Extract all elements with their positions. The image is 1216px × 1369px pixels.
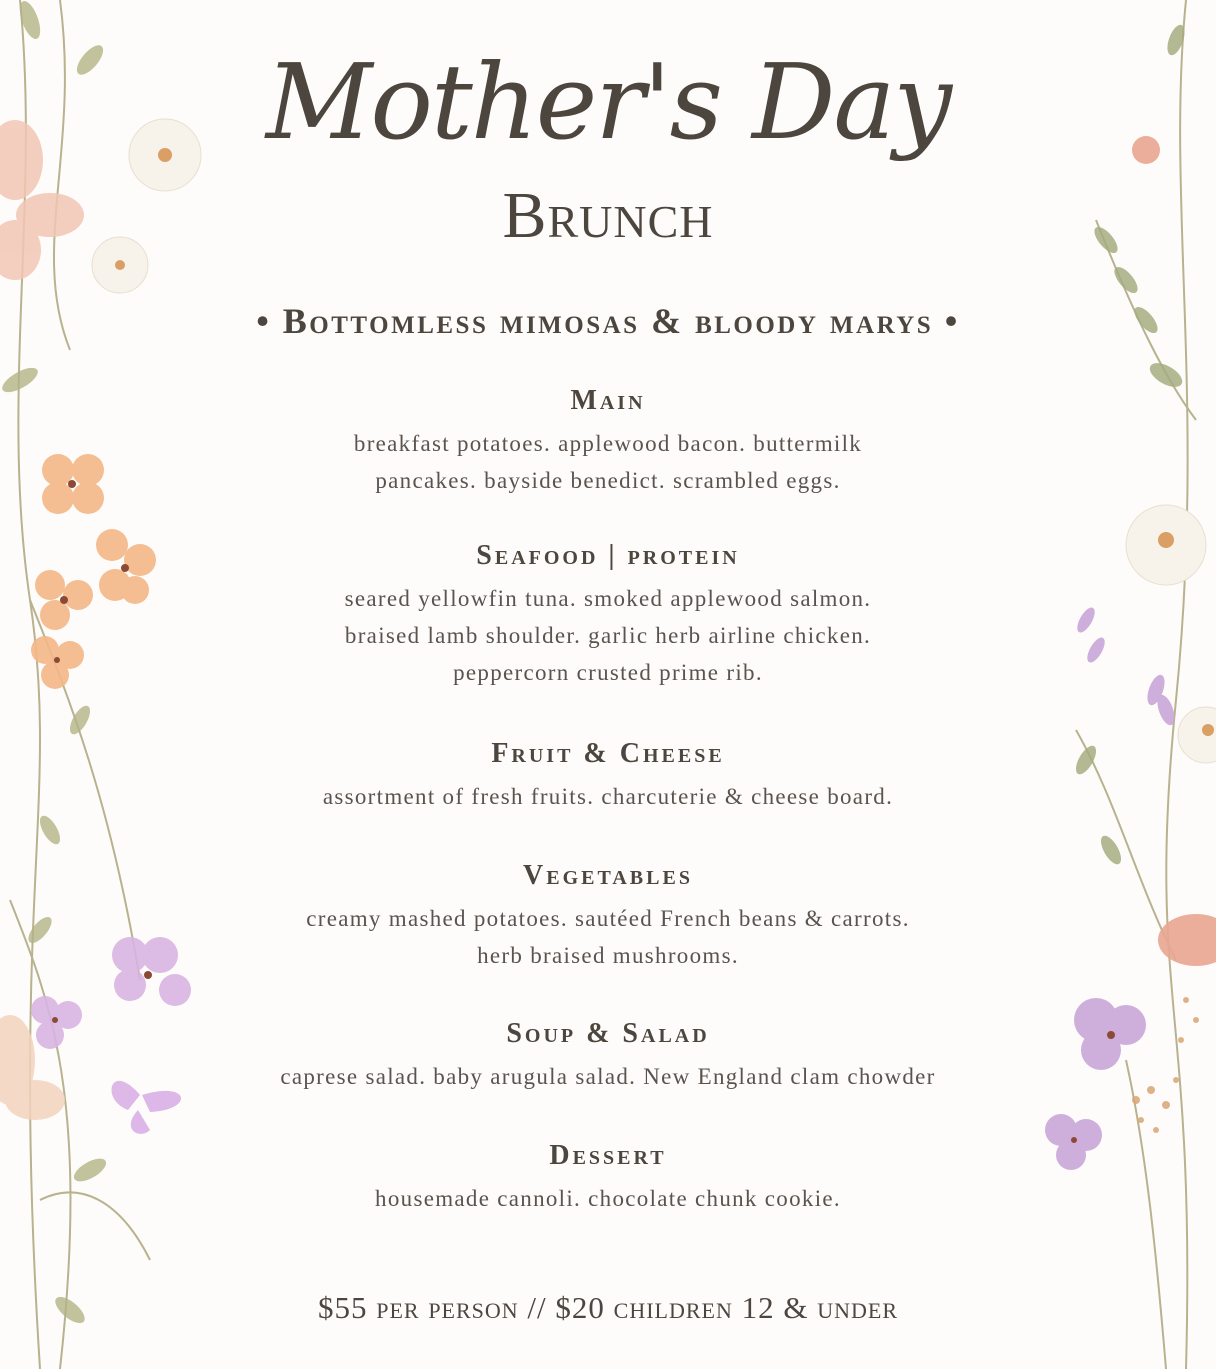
item-line: braised lamb shoulder. garlic herb airline chicken. [344,623,872,648]
item-line: creamy mashed potatoes. sautéed French beans & carrots. [306,906,910,931]
section-heading: Dessert [549,1140,667,1171]
item-line: seared yellowfin tuna. smoked applewood salmon. [344,586,872,611]
item-line: herb braised mushrooms. [477,943,739,968]
item-line: assortment of fresh fruits. charcuterie & cheese board. [322,784,894,809]
drinks-banner: • Bottomless mimosas & bloody marys • [256,301,960,341]
section-soup-salad [200,1018,1016,1095]
section-heading: Main [570,385,646,416]
item-line: housemade cannoli. chocolate chunk cookie. [375,1186,841,1211]
section-main [200,385,1016,499]
item-line: peppercorn crusted prime rib. [453,660,763,685]
section-heading: Seafood | protein [476,540,740,571]
section-fruit-cheese [200,738,1016,815]
section-heading: Soup & Salad [506,1018,710,1049]
section-seafood-protein [200,540,1016,691]
section-heading: Fruit & Cheese [491,738,725,769]
title-subtitle: Brunch [502,179,714,252]
section-items [200,778,1016,815]
item-line: breakfast potatoes. applewood bacon. buttermilk [353,431,863,456]
title-script: Mother's Day [265,41,951,163]
section-items [200,1058,1016,1095]
section-dessert [200,1140,1016,1217]
price-line: $55 per person // $20 children 12 & under [317,1290,899,1325]
item-line: pancakes. bayside benedict. scrambled eggs. [375,468,841,493]
section-items [200,580,1016,691]
section-heading: Vegetables [523,860,693,891]
section-items [200,900,1016,974]
section-items [200,1180,1016,1217]
section-items [200,425,1016,499]
section-vegetables [200,860,1016,974]
item-line: caprese salad. baby arugula salad. New England clam chowder [280,1064,936,1089]
